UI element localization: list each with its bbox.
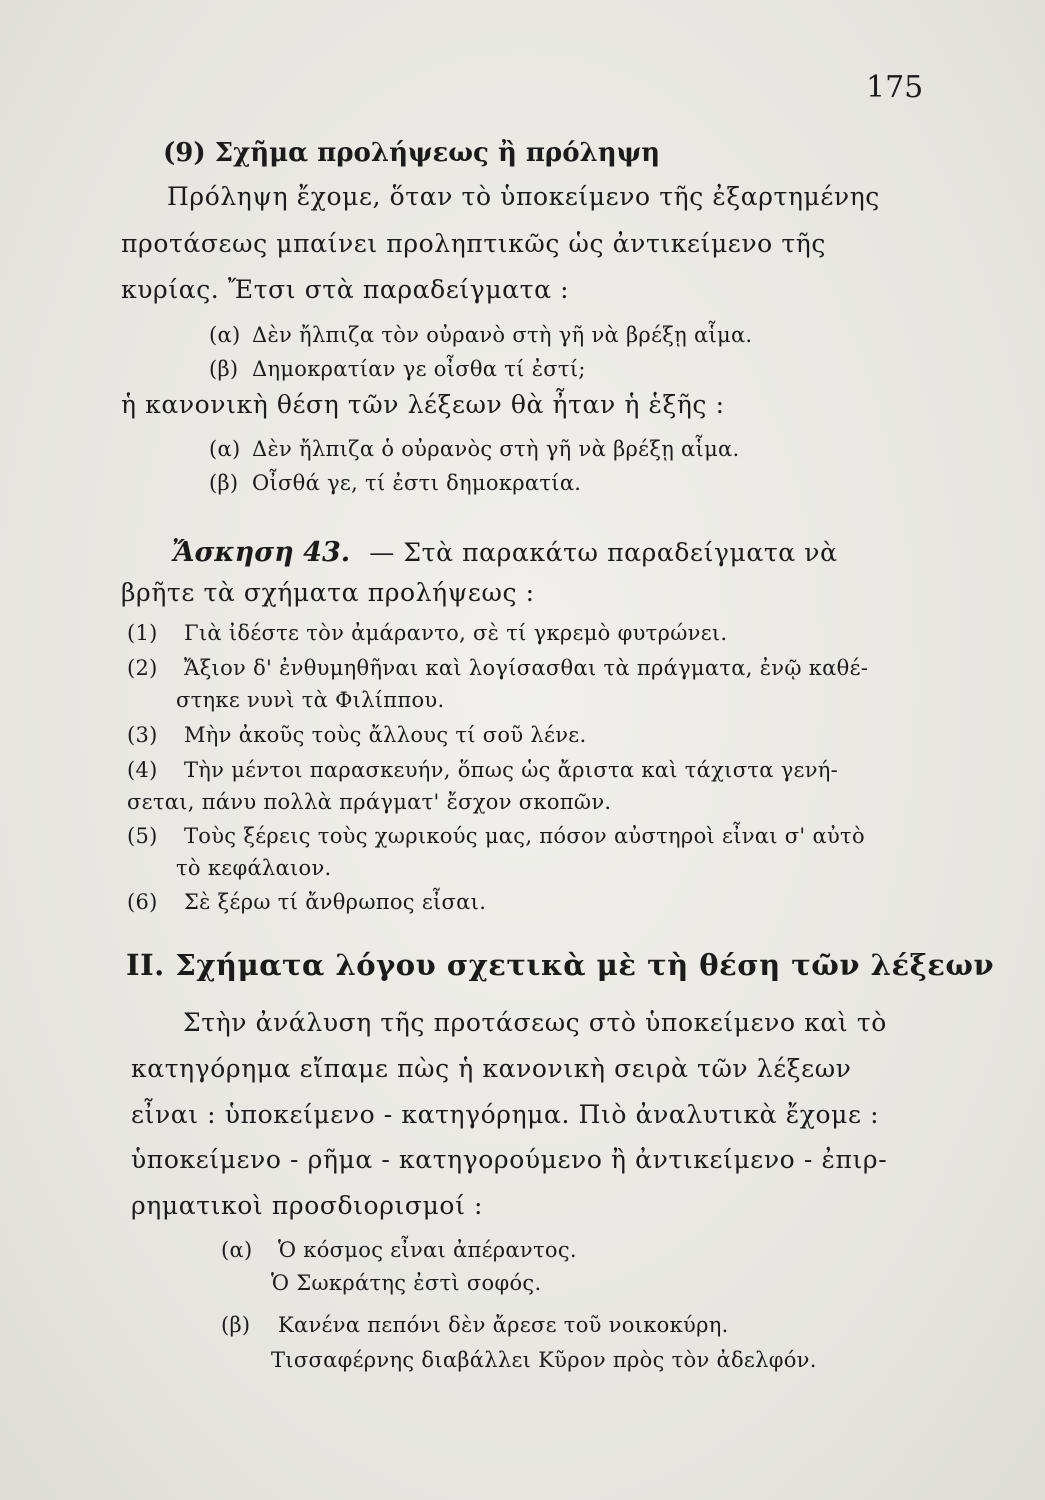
section-9-heading: (9) Σχῆμα προλήψεως ἢ πρόληψη (163, 138, 661, 168)
example-tag: (β) (221, 1313, 251, 1337)
example-line (209, 437, 739, 461)
paragraph-line: Πρόληψη ἔχομε, ὅταν τὸ ὑποκείμενο τῆς ἐξαρτημένης (167, 182, 880, 211)
section-2-heading: ΙΙ. Σχήματα λόγου σχετικὰ μὲ τὴ θέση τῶν λέξεων (126, 948, 995, 982)
paragraph-line: ἡ κανονικὴ θέση τῶν λέξεων θὰ ἦταν ἡ ἑξῆς : (121, 390, 725, 419)
exercise-title: Ἄσκηση 43. (172, 537, 351, 568)
paragraph-line: κατηγόρημα εἴπαμε πὼς ἡ κανονικὴ σειρὰ τῶν λέξεων (131, 1054, 852, 1083)
exercise-item (127, 890, 486, 914)
exercise-item-continuation: σεται, πάνυ πολλὰ πράγματ' ἔσχον σκοπῶν. (127, 790, 612, 814)
exercise-item (127, 723, 586, 747)
example-line (221, 1238, 577, 1262)
exercise-item (127, 656, 868, 680)
exercise-item-text: Ἄξιον δ' ἐνθυμηθῆναι καὶ λογίσασθαι τὰ πράγματα, ἐνῷ καθέ- (183, 656, 869, 680)
exercise-item-number: (3) (127, 723, 158, 747)
paragraph-line: ὑποκείμενο - ρῆμα - κατηγορούμενο ἢ ἀντικείμενο - ἐπιρ- (131, 1145, 888, 1174)
example-tag: (α) (221, 1238, 253, 1262)
exercise-intro: — Στὰ παρακάτω παραδείγματα νὰ (369, 538, 838, 567)
exercise-item-text: Μὴν ἀκοῦς τοὺς ἄλλους τί σοῦ λένε. (183, 723, 587, 747)
example-line (209, 323, 752, 347)
example-line-continuation: Τισσαφέρνης διαβάλλει Κῦρον πρὸς τὸν ἀδελφόν. (271, 1348, 817, 1372)
paragraph-line: Στὴν ἀνάλυση τῆς προτάσεως στὸ ὑποκείμενο καὶ τὸ (183, 1008, 887, 1037)
exercise-item-number: (2) (127, 656, 158, 680)
exercise-item-number: (6) (127, 890, 158, 914)
example-line (209, 471, 581, 495)
example-text: Δὲν ἤλπιζα τὸν οὐρανὸ στὴ γῆ νὰ βρέξῃ αἷμα. (251, 323, 753, 347)
example-tag: (α) (209, 437, 241, 461)
exercise-item-number: (1) (127, 621, 158, 645)
exercise-item-text: Τοὺς ξέρεις τοὺς χωρικούς μας, πόσον αὐστηροὶ εἶναι σ' αὐτὸ (183, 824, 865, 848)
exercise-item (127, 824, 865, 848)
example-line (221, 1313, 729, 1337)
paragraph-line: κυρίας. Ἔτσι στὰ παραδείγματα : (121, 275, 570, 304)
exercise-item (127, 758, 838, 782)
exercise-item-number: (5) (127, 824, 158, 848)
example-text: Δὲν ἤλπιζα ὁ οὐρανὸς στὴ γῆ νὰ βρέξῃ αἷμα. (251, 437, 740, 461)
example-line-continuation: Ὁ Σωκράτης ἐστὶ σοφός. (271, 1271, 542, 1295)
example-tag: (α) (209, 323, 241, 347)
exercise-item-text: Τὴν μέντοι παρασκευήν, ὅπως ὡς ἄριστα καὶ τάχιστα γενή- (183, 758, 839, 782)
example-text: Οἶσθά γε, τί ἐστι δημοκρατία. (251, 471, 582, 495)
paragraph-line: ρηματικοὶ προσδιορισμοί : (131, 1191, 484, 1220)
example-text: Κανένα πεπόνι δὲν ἄρεσε τοῦ νοικοκύρη. (277, 1313, 729, 1337)
exercise-intro-line: βρῆτε τὰ σχήματα προλήψεως : (121, 578, 535, 607)
exercise-item-continuation: τὸ κεφάλαιον. (176, 856, 332, 880)
example-line (209, 357, 586, 381)
example-tag: (β) (209, 357, 239, 381)
exercise-heading (172, 537, 838, 568)
example-text: Ὁ κόσμος εἶναι ἀπέραντος. (277, 1238, 577, 1262)
exercise-item-continuation: στηκε νυνὶ τὰ Φιλίππου. (176, 688, 445, 712)
paragraph-line: εἶναι : ὑποκείμενο - κατηγόρημα. Πιὸ ἀναλυτικὰ ἔχομε : (131, 1100, 880, 1129)
page-number: 175 (866, 70, 924, 105)
exercise-item-text: Γιὰ ἰδέστε τὸν ἀμάραντο, σὲ τί γκρεμὸ φυτρώνει. (183, 621, 728, 645)
exercise-item (127, 621, 727, 645)
exercise-item-text: Σὲ ξέρω τί ἄνθρωπος εἶσαι. (183, 890, 487, 914)
paragraph-line: προτάσεως μπαίνει προληπτικῶς ὡς ἀντικείμενο τῆς (121, 229, 826, 258)
exercise-item-number: (4) (127, 758, 158, 782)
example-tag: (β) (209, 471, 239, 495)
example-text: Δημοκρατίαν γε οἶσθα τί ἐστί; (251, 357, 586, 381)
